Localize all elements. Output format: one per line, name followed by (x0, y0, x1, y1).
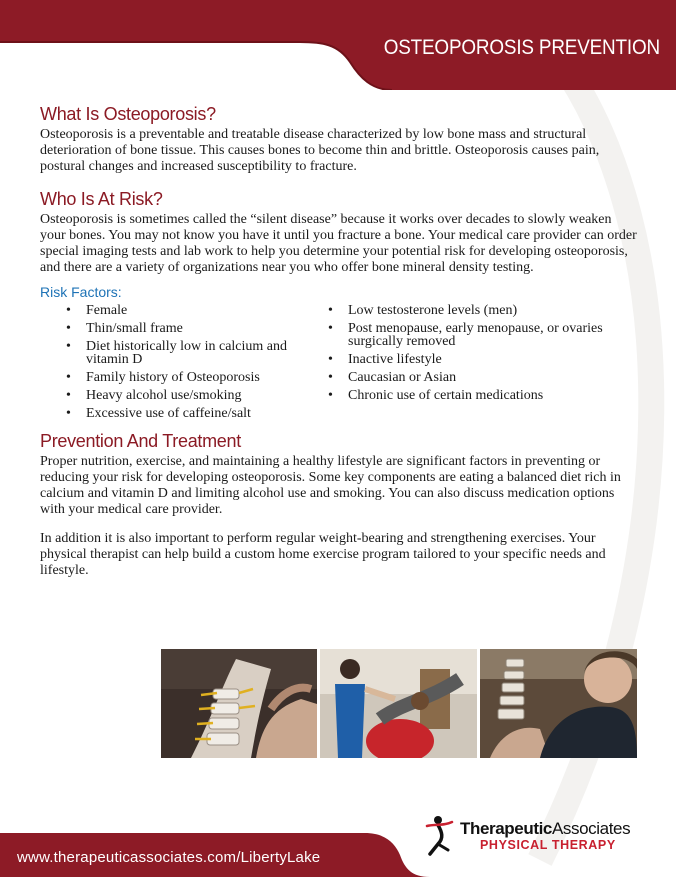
section-what-is-osteoporosis (40, 104, 640, 175)
photo-exercise-ball (320, 649, 477, 758)
logo-subtitle: PHYSICAL THERAPY (480, 838, 616, 852)
list-item: • Excessive use of caffeine/salt (66, 407, 328, 420)
logo-name (460, 819, 630, 839)
heading-what-is: What Is Osteoporosis? (40, 104, 216, 124)
paragraph-prevention-2: In addition it is also important to perform regular weight-bearing and strengthening exercises. Your physical therapist can help build a custom home exercise program tailored to your specific needs and lifestyle. (40, 531, 606, 578)
logo-name-bold: Therapeutic (460, 819, 552, 838)
risk-factors-title: Risk Factors: (40, 284, 122, 300)
photo-strip (161, 649, 637, 758)
list-item: • Family history of Osteoporosis (66, 371, 328, 384)
paragraph-prevention-1: Proper nutrition, exercise, and maintaining a healthy lifestyle are significant factors in preventing or reducing your risk for developing osteoporosis. Some key components are eating a balanced diet rich in calcium and vitamin D and limiting alcohol use and smoking. You can also discuss medication options with your medical care provider. (40, 454, 621, 517)
risk-factors-left (40, 304, 328, 425)
photo-spine-model (161, 649, 317, 758)
risk-factors-right (328, 304, 608, 425)
header-banner (0, 0, 676, 90)
footer-url: www.therapeuticassociates.com/LibertyLake (17, 849, 321, 866)
heading-who-is-at-risk: Who Is At Risk? (40, 189, 163, 209)
content (40, 104, 640, 593)
list-item: • Inactive lifestyle (328, 353, 608, 366)
list-item: • Caucasian or Asian (328, 371, 608, 384)
list-item: • Heavy alcohol use/smoking (66, 389, 328, 402)
list-item: • Low testosterone levels (men) (328, 304, 608, 317)
heading-prevention: Prevention And Treatment (40, 431, 241, 451)
list-item: • Thin/small frame (66, 322, 328, 335)
paragraph-who-is-at-risk: Osteoporosis is sometimes called the “silent disease” because it works over decades to slowly weaken your bones. You may not know you have it until you fracture a bone. Your medical care provider can order special imaging tests and lab work to help you determine your potential risk for developing osteoporosis, and there are a variety of organizations near you who offer bone mineral density testing. (40, 212, 637, 275)
list-item: • Diet historically low in calcium and vitamin D (66, 340, 328, 366)
page-title: OSTEOPOROSIS PREVENTION (383, 36, 660, 59)
list-item: • Chronic use of certain medications (328, 389, 608, 402)
list-item: • Female (66, 304, 328, 317)
section-who-is-at-risk (40, 189, 640, 425)
section-prevention (40, 431, 640, 579)
risk-factors-list (40, 304, 640, 425)
company-logo (424, 812, 664, 858)
list-item: • Post menopause, early menopause, or ovaries surgically removed (328, 322, 608, 348)
paragraph-what-is: Osteoporosis is a preventable and treatable disease characterized by low bone mass and structural deterioration of bone tissue. This causes bones to become thin and brittle. Osteoporosis causes pain, postural changes and increased susceptibility to fracture. (40, 127, 600, 174)
runner-logo-icon (424, 812, 458, 858)
photo-therapist-spine (480, 649, 637, 758)
logo-name-rest: Associates (551, 819, 631, 838)
